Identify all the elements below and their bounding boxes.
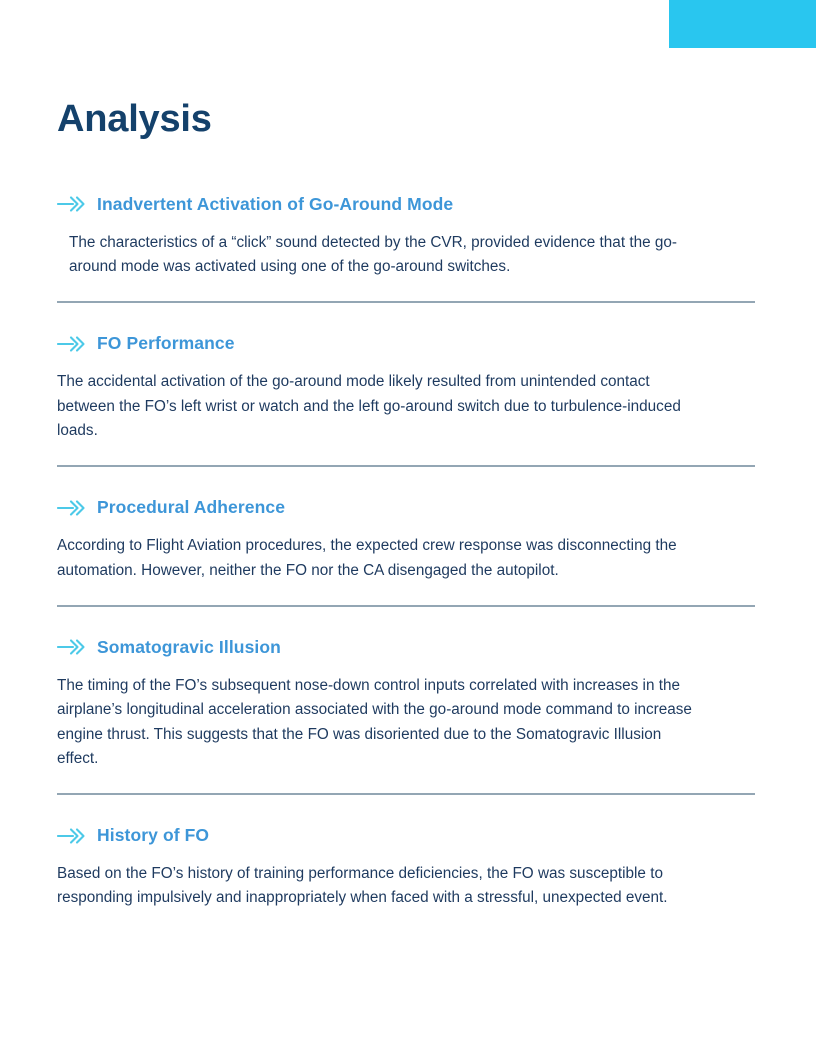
analysis-section [57,497,757,583]
spacer [57,771,757,793]
spacer [57,607,757,637]
section-header [57,825,757,846]
analysis-section [57,194,757,280]
section-body: The characteristics of a “click” sound detected by the CVR, provided evidence that the go-around mode was activated using one of the go-around switches. [69,233,677,276]
section-body: The accidental activation of the go-around mode likely resulted from unintended contact between the FO’s left wrist or watch and the left go-around switch due to turbulence-induced loads. [57,373,681,440]
spacer [57,795,757,825]
spacer [57,583,757,605]
section-title: Somatogravic Illusion [97,636,281,657]
section-header [57,333,757,354]
spacer [57,443,757,465]
header-accent-bar [669,0,816,48]
document-content [57,100,757,911]
spacer [57,467,757,497]
page-title: Analysis [57,98,212,140]
section-body: The timing of the FO’s subsequent nose-down control inputs correlated with increases in the airplane’s longitudinal acceleration associated with the go-around mode command to increase engine thrust. This suggests that the FO was disoriented due to the Somatogravic Illusion effect. [57,676,692,767]
section-title: Procedural Adherence [97,497,286,518]
double-chevron-arrow-right-icon [57,335,86,353]
section-body: Based on the FO’s history of training performance deficiencies, the FO was susceptible to responding impulsively and inappropriately when faced with a stressful, unexpected event. [57,865,668,907]
double-chevron-arrow-right-icon [57,827,86,845]
spacer [57,279,757,301]
section-title: FO Performance [97,333,235,354]
spacer [57,303,757,333]
section-header [57,637,757,658]
analysis-section [57,333,757,443]
analysis-section [57,637,757,771]
double-chevron-arrow-right-icon [57,499,86,517]
section-header [57,497,757,518]
section-title: Inadvertent Activation of Go-Around Mode [97,193,454,214]
double-chevron-arrow-right-icon [57,195,86,213]
double-chevron-arrow-right-icon [57,638,86,656]
section-title: History of FO [97,825,210,846]
section-body: According to Flight Aviation procedures, the expected crew response was disconnecting the automation. However, neither the FO nor the CA disengaged the autopilot. [57,537,677,579]
section-header [57,194,757,215]
analysis-section [57,825,757,911]
